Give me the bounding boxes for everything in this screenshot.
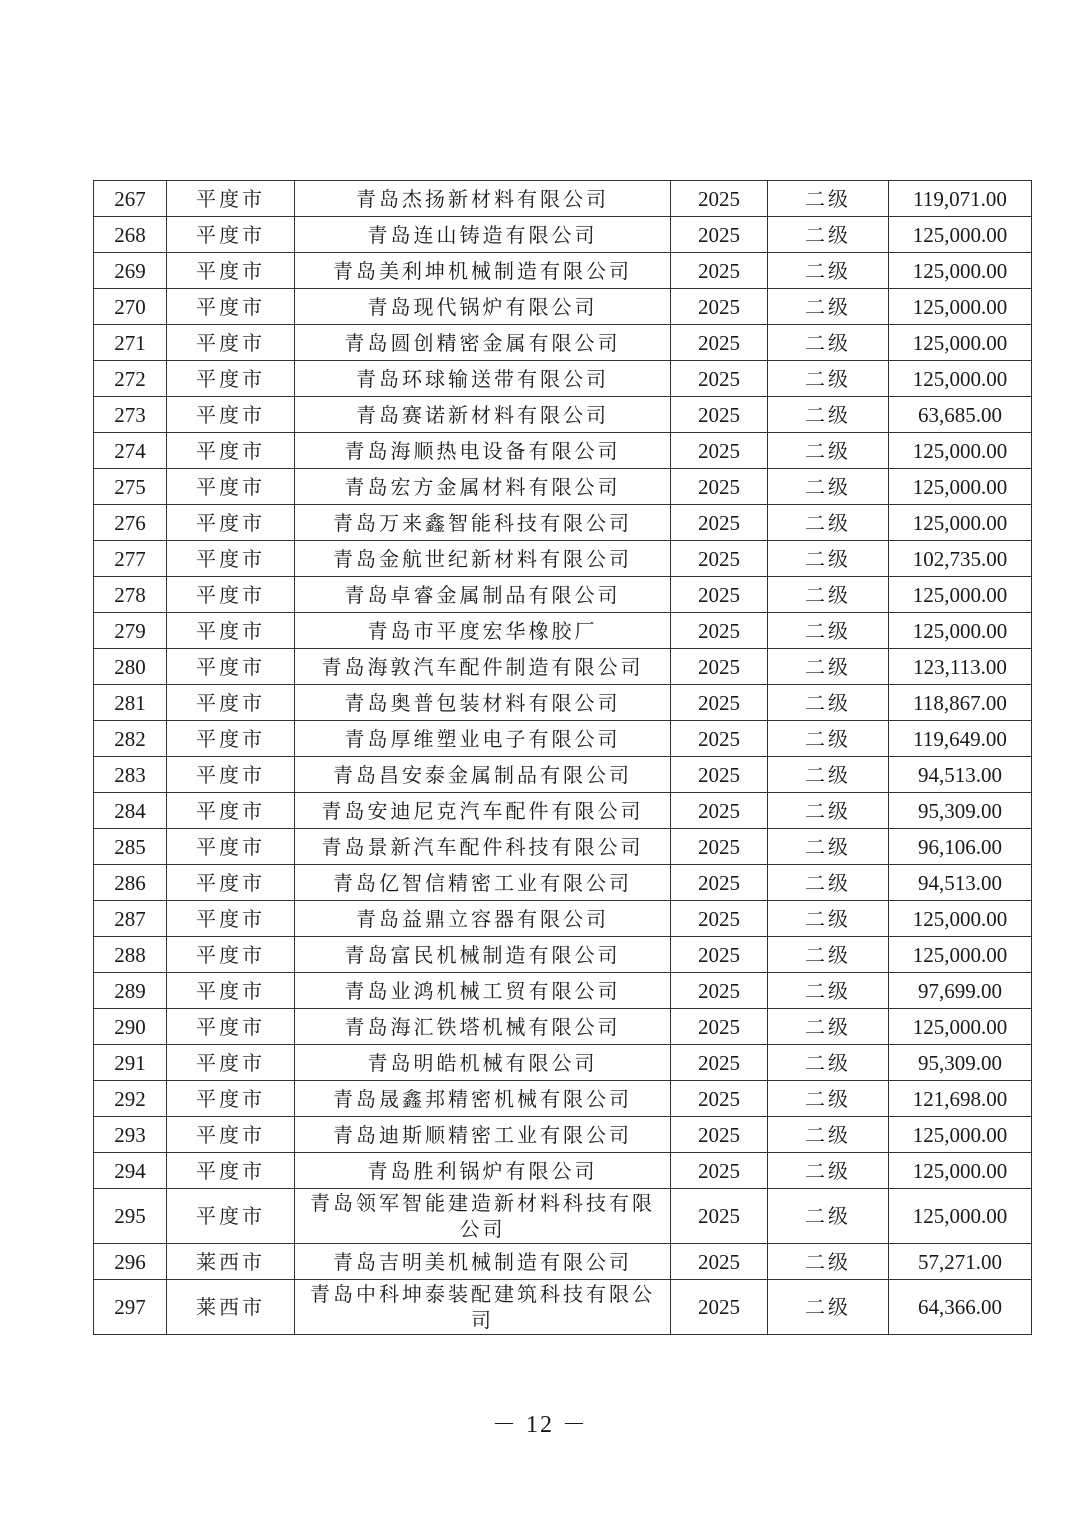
row-number-cell: 296 bbox=[94, 1244, 167, 1280]
company-name-cell: 青岛中科坤泰装配建筑科技有限公司 bbox=[295, 1280, 671, 1335]
level-cell: 二级 bbox=[768, 757, 889, 793]
row-number-cell: 297 bbox=[94, 1280, 167, 1335]
company-name-cell: 青岛胜利锅炉有限公司 bbox=[295, 1153, 671, 1189]
level-cell: 二级 bbox=[768, 1153, 889, 1189]
company-name-cell: 青岛明皓机械有限公司 bbox=[295, 1045, 671, 1081]
amount-cell: 97,699.00 bbox=[889, 973, 1032, 1009]
district-cell: 平度市 bbox=[167, 649, 295, 685]
amount-cell: 57,271.00 bbox=[889, 1244, 1032, 1280]
table-row bbox=[94, 1153, 1032, 1189]
year-cell: 2025 bbox=[671, 973, 768, 1009]
table-row bbox=[94, 1081, 1032, 1117]
table-row bbox=[94, 397, 1032, 433]
table-row bbox=[94, 217, 1032, 253]
amount-cell: 64,366.00 bbox=[889, 1280, 1032, 1335]
year-cell: 2025 bbox=[671, 217, 768, 253]
district-cell: 平度市 bbox=[167, 1117, 295, 1153]
table-row bbox=[94, 1117, 1032, 1153]
table-row bbox=[94, 793, 1032, 829]
page-number: － 12 － bbox=[492, 1412, 588, 1438]
row-number-cell: 276 bbox=[94, 505, 167, 541]
row-number-cell: 288 bbox=[94, 937, 167, 973]
table-row bbox=[94, 973, 1032, 1009]
district-cell: 平度市 bbox=[167, 541, 295, 577]
level-cell: 二级 bbox=[768, 469, 889, 505]
level-cell: 二级 bbox=[768, 1244, 889, 1280]
district-cell: 莱西市 bbox=[167, 1280, 295, 1335]
company-name-cell: 青岛金航世纪新材料有限公司 bbox=[295, 541, 671, 577]
table-row bbox=[94, 433, 1032, 469]
district-cell: 平度市 bbox=[167, 937, 295, 973]
row-number-cell: 289 bbox=[94, 973, 167, 1009]
row-number-cell: 294 bbox=[94, 1153, 167, 1189]
company-name-cell: 青岛宏方金属材料有限公司 bbox=[295, 469, 671, 505]
year-cell: 2025 bbox=[671, 1153, 768, 1189]
company-name-cell: 青岛领军智能建造新材料科技有限公司 bbox=[295, 1189, 671, 1244]
table-row bbox=[94, 541, 1032, 577]
level-cell: 二级 bbox=[768, 577, 889, 613]
row-number-cell: 283 bbox=[94, 757, 167, 793]
company-name-cell: 青岛晟鑫邦精密机械有限公司 bbox=[295, 1081, 671, 1117]
company-name-cell: 青岛迪斯顺精密工业有限公司 bbox=[295, 1117, 671, 1153]
amount-cell: 125,000.00 bbox=[889, 505, 1032, 541]
district-cell: 平度市 bbox=[167, 361, 295, 397]
year-cell: 2025 bbox=[671, 937, 768, 973]
row-number-cell: 282 bbox=[94, 721, 167, 757]
company-name-cell: 青岛圆创精密金属有限公司 bbox=[295, 325, 671, 361]
level-cell: 二级 bbox=[768, 361, 889, 397]
company-name-cell: 青岛卓睿金属制品有限公司 bbox=[295, 577, 671, 613]
company-name-cell: 青岛美利坤机械制造有限公司 bbox=[295, 253, 671, 289]
row-number-cell: 272 bbox=[94, 361, 167, 397]
level-cell: 二级 bbox=[768, 973, 889, 1009]
district-cell: 平度市 bbox=[167, 1153, 295, 1189]
year-cell: 2025 bbox=[671, 1045, 768, 1081]
level-cell: 二级 bbox=[768, 181, 889, 217]
amount-cell: 95,309.00 bbox=[889, 1045, 1032, 1081]
level-cell: 二级 bbox=[768, 1117, 889, 1153]
level-cell: 二级 bbox=[768, 793, 889, 829]
amount-cell: 125,000.00 bbox=[889, 577, 1032, 613]
level-cell: 二级 bbox=[768, 217, 889, 253]
year-cell: 2025 bbox=[671, 289, 768, 325]
amount-cell: 125,000.00 bbox=[889, 901, 1032, 937]
table-row bbox=[94, 577, 1032, 613]
amount-cell: 96,106.00 bbox=[889, 829, 1032, 865]
table-row bbox=[94, 325, 1032, 361]
year-cell: 2025 bbox=[671, 1244, 768, 1280]
amount-cell: 95,309.00 bbox=[889, 793, 1032, 829]
table-row bbox=[94, 937, 1032, 973]
row-number-cell: 277 bbox=[94, 541, 167, 577]
year-cell: 2025 bbox=[671, 253, 768, 289]
row-number-cell: 290 bbox=[94, 1009, 167, 1045]
table-row bbox=[94, 1045, 1032, 1081]
district-cell: 平度市 bbox=[167, 433, 295, 469]
level-cell: 二级 bbox=[768, 685, 889, 721]
year-cell: 2025 bbox=[671, 433, 768, 469]
district-cell: 平度市 bbox=[167, 721, 295, 757]
table-row bbox=[94, 253, 1032, 289]
year-cell: 2025 bbox=[671, 1189, 768, 1244]
district-cell: 平度市 bbox=[167, 1045, 295, 1081]
level-cell: 二级 bbox=[768, 901, 889, 937]
year-cell: 2025 bbox=[671, 325, 768, 361]
company-name-cell: 青岛海汇铁塔机械有限公司 bbox=[295, 1009, 671, 1045]
year-cell: 2025 bbox=[671, 829, 768, 865]
table-row bbox=[94, 469, 1032, 505]
table-row bbox=[94, 289, 1032, 325]
amount-cell: 119,649.00 bbox=[889, 721, 1032, 757]
row-number-cell: 292 bbox=[94, 1081, 167, 1117]
row-number-cell: 291 bbox=[94, 1045, 167, 1081]
amount-cell: 94,513.00 bbox=[889, 865, 1032, 901]
amount-cell: 125,000.00 bbox=[889, 1153, 1032, 1189]
row-number-cell: 284 bbox=[94, 793, 167, 829]
year-cell: 2025 bbox=[671, 1280, 768, 1335]
district-cell: 平度市 bbox=[167, 577, 295, 613]
amount-cell: 125,000.00 bbox=[889, 325, 1032, 361]
table-row bbox=[94, 757, 1032, 793]
amount-cell: 125,000.00 bbox=[889, 217, 1032, 253]
company-name-cell: 青岛富民机械制造有限公司 bbox=[295, 937, 671, 973]
amount-cell: 125,000.00 bbox=[889, 253, 1032, 289]
level-cell: 二级 bbox=[768, 325, 889, 361]
row-number-cell: 278 bbox=[94, 577, 167, 613]
level-cell: 二级 bbox=[768, 1280, 889, 1335]
company-name-cell: 青岛奥普包装材料有限公司 bbox=[295, 685, 671, 721]
year-cell: 2025 bbox=[671, 685, 768, 721]
year-cell: 2025 bbox=[671, 181, 768, 217]
year-cell: 2025 bbox=[671, 577, 768, 613]
row-number-cell: 275 bbox=[94, 469, 167, 505]
district-cell: 平度市 bbox=[167, 901, 295, 937]
company-name-cell: 青岛厚维塑业电子有限公司 bbox=[295, 721, 671, 757]
amount-cell: 94,513.00 bbox=[889, 757, 1032, 793]
amount-cell: 123,113.00 bbox=[889, 649, 1032, 685]
year-cell: 2025 bbox=[671, 541, 768, 577]
district-cell: 平度市 bbox=[167, 289, 295, 325]
table-row bbox=[94, 1244, 1032, 1280]
table-row bbox=[94, 361, 1032, 397]
district-cell: 平度市 bbox=[167, 829, 295, 865]
district-cell: 平度市 bbox=[167, 253, 295, 289]
amount-cell: 121,698.00 bbox=[889, 1081, 1032, 1117]
company-name-cell: 青岛景新汽车配件科技有限公司 bbox=[295, 829, 671, 865]
row-number-cell: 293 bbox=[94, 1117, 167, 1153]
table-row bbox=[94, 1280, 1032, 1335]
level-cell: 二级 bbox=[768, 865, 889, 901]
level-cell: 二级 bbox=[768, 253, 889, 289]
row-number-cell: 274 bbox=[94, 433, 167, 469]
district-cell: 平度市 bbox=[167, 793, 295, 829]
row-number-cell: 279 bbox=[94, 613, 167, 649]
amount-cell: 125,000.00 bbox=[889, 937, 1032, 973]
district-cell: 平度市 bbox=[167, 325, 295, 361]
district-cell: 平度市 bbox=[167, 757, 295, 793]
row-number-cell: 295 bbox=[94, 1189, 167, 1244]
company-name-cell: 青岛安迪尼克汽车配件有限公司 bbox=[295, 793, 671, 829]
district-cell: 平度市 bbox=[167, 973, 295, 1009]
row-number-cell: 286 bbox=[94, 865, 167, 901]
year-cell: 2025 bbox=[671, 721, 768, 757]
level-cell: 二级 bbox=[768, 1081, 889, 1117]
level-cell: 二级 bbox=[768, 1189, 889, 1244]
company-name-cell: 青岛海顺热电设备有限公司 bbox=[295, 433, 671, 469]
company-name-cell: 青岛业鸿机械工贸有限公司 bbox=[295, 973, 671, 1009]
level-cell: 二级 bbox=[768, 397, 889, 433]
year-cell: 2025 bbox=[671, 757, 768, 793]
row-number-cell: 267 bbox=[94, 181, 167, 217]
company-name-cell: 青岛万来鑫智能科技有限公司 bbox=[295, 505, 671, 541]
table-row bbox=[94, 865, 1032, 901]
district-cell: 平度市 bbox=[167, 613, 295, 649]
table-row bbox=[94, 613, 1032, 649]
company-name-cell: 青岛亿智信精密工业有限公司 bbox=[295, 865, 671, 901]
level-cell: 二级 bbox=[768, 937, 889, 973]
row-number-cell: 273 bbox=[94, 397, 167, 433]
level-cell: 二级 bbox=[768, 289, 889, 325]
level-cell: 二级 bbox=[768, 433, 889, 469]
table-row bbox=[94, 1189, 1032, 1244]
year-cell: 2025 bbox=[671, 649, 768, 685]
amount-cell: 63,685.00 bbox=[889, 397, 1032, 433]
district-cell: 平度市 bbox=[167, 865, 295, 901]
amount-cell: 125,000.00 bbox=[889, 613, 1032, 649]
amount-cell: 125,000.00 bbox=[889, 361, 1032, 397]
amount-cell: 125,000.00 bbox=[889, 433, 1032, 469]
level-cell: 二级 bbox=[768, 1045, 889, 1081]
table-row bbox=[94, 829, 1032, 865]
district-cell: 平度市 bbox=[167, 469, 295, 505]
year-cell: 2025 bbox=[671, 613, 768, 649]
level-cell: 二级 bbox=[768, 649, 889, 685]
company-name-cell: 青岛环球输送带有限公司 bbox=[295, 361, 671, 397]
amount-cell: 125,000.00 bbox=[889, 1117, 1032, 1153]
year-cell: 2025 bbox=[671, 865, 768, 901]
table-row bbox=[94, 649, 1032, 685]
amount-cell: 102,735.00 bbox=[889, 541, 1032, 577]
year-cell: 2025 bbox=[671, 1081, 768, 1117]
year-cell: 2025 bbox=[671, 361, 768, 397]
row-number-cell: 281 bbox=[94, 685, 167, 721]
district-cell: 平度市 bbox=[167, 397, 295, 433]
company-name-cell: 青岛现代锅炉有限公司 bbox=[295, 289, 671, 325]
level-cell: 二级 bbox=[768, 1009, 889, 1045]
row-number-cell: 280 bbox=[94, 649, 167, 685]
level-cell: 二级 bbox=[768, 613, 889, 649]
table-row bbox=[94, 505, 1032, 541]
company-name-cell: 青岛益鼎立容器有限公司 bbox=[295, 901, 671, 937]
row-number-cell: 270 bbox=[94, 289, 167, 325]
table-body bbox=[94, 181, 1032, 1335]
district-cell: 平度市 bbox=[167, 1009, 295, 1045]
year-cell: 2025 bbox=[671, 505, 768, 541]
row-number-cell: 285 bbox=[94, 829, 167, 865]
row-number-cell: 268 bbox=[94, 217, 167, 253]
year-cell: 2025 bbox=[671, 793, 768, 829]
row-number-cell: 269 bbox=[94, 253, 167, 289]
district-cell: 平度市 bbox=[167, 1081, 295, 1117]
year-cell: 2025 bbox=[671, 901, 768, 937]
district-cell: 平度市 bbox=[167, 1189, 295, 1244]
company-name-cell: 青岛海敦汽车配件制造有限公司 bbox=[295, 649, 671, 685]
year-cell: 2025 bbox=[671, 1009, 768, 1045]
company-name-cell: 青岛昌安泰金属制品有限公司 bbox=[295, 757, 671, 793]
table-row bbox=[94, 181, 1032, 217]
row-number-cell: 287 bbox=[94, 901, 167, 937]
amount-cell: 118,867.00 bbox=[889, 685, 1032, 721]
amount-cell: 125,000.00 bbox=[889, 1189, 1032, 1244]
level-cell: 二级 bbox=[768, 829, 889, 865]
district-cell: 平度市 bbox=[167, 505, 295, 541]
year-cell: 2025 bbox=[671, 469, 768, 505]
amount-cell: 125,000.00 bbox=[889, 1009, 1032, 1045]
company-name-cell: 青岛赛诺新材料有限公司 bbox=[295, 397, 671, 433]
company-name-cell: 青岛吉明美机械制造有限公司 bbox=[295, 1244, 671, 1280]
company-name-cell: 青岛杰扬新材料有限公司 bbox=[295, 181, 671, 217]
table-row bbox=[94, 901, 1032, 937]
year-cell: 2025 bbox=[671, 397, 768, 433]
company-name-cell: 青岛市平度宏华橡胶厂 bbox=[295, 613, 671, 649]
year-cell: 2025 bbox=[671, 1117, 768, 1153]
level-cell: 二级 bbox=[768, 721, 889, 757]
enterprise-table bbox=[93, 180, 1032, 1335]
district-cell: 莱西市 bbox=[167, 1244, 295, 1280]
table-row bbox=[94, 1009, 1032, 1045]
level-cell: 二级 bbox=[768, 505, 889, 541]
amount-cell: 125,000.00 bbox=[889, 469, 1032, 505]
table-row bbox=[94, 721, 1032, 757]
amount-cell: 119,071.00 bbox=[889, 181, 1032, 217]
district-cell: 平度市 bbox=[167, 685, 295, 721]
district-cell: 平度市 bbox=[167, 181, 295, 217]
amount-cell: 125,000.00 bbox=[889, 289, 1032, 325]
row-number-cell: 271 bbox=[94, 325, 167, 361]
level-cell: 二级 bbox=[768, 541, 889, 577]
company-name-cell: 青岛连山铸造有限公司 bbox=[295, 217, 671, 253]
district-cell: 平度市 bbox=[167, 217, 295, 253]
table-row bbox=[94, 685, 1032, 721]
